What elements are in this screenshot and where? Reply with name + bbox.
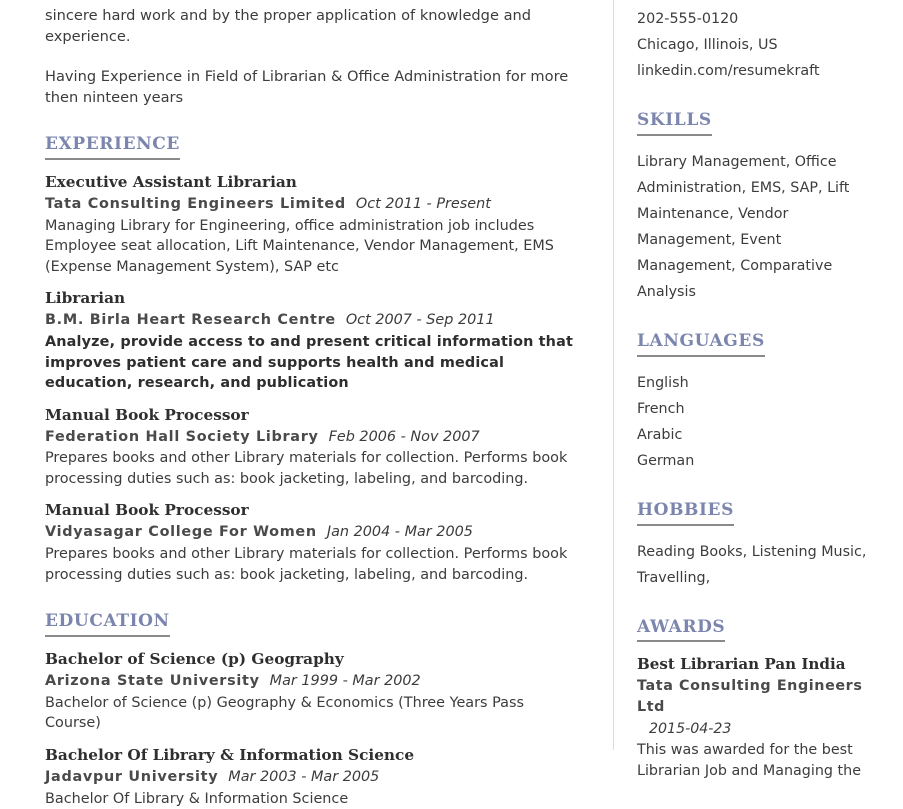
job-title: Manual Book Processor [45, 405, 249, 424]
awards-heading-wrap [637, 617, 879, 643]
hobbies-heading: HOBBIES [637, 502, 734, 526]
experience-entry [45, 501, 573, 585]
job-meta [45, 428, 573, 447]
job-title: Executive Assistant Librarian [45, 172, 297, 191]
language-item: English [637, 374, 689, 391]
award-entry [637, 655, 879, 782]
languages-heading: LANGUAGES [637, 333, 765, 357]
job-organization: B.M. Birla Heart Research Centre [45, 312, 336, 329]
job-meta [45, 195, 573, 214]
language-item: French [637, 400, 685, 417]
languages-heading-wrap [637, 331, 879, 357]
contact-phone: 202-555-0120 [637, 11, 739, 27]
job-organization: Federation Hall Society Library [45, 428, 319, 445]
skills-heading-wrap [637, 110, 879, 136]
education-description: Bachelor of Science (p) Geography & Economics (Three Years Pass Course) [45, 694, 524, 732]
job-dates: Feb 2006 - Nov 2007 [328, 428, 480, 445]
award-title: Best Librarian Pan India [637, 655, 846, 674]
school-name: Arizona State University [45, 673, 260, 690]
education-heading: EDUCATION [45, 613, 170, 637]
award-organization: Tata Consulting Engineers Ltd [637, 678, 863, 716]
job-title: Librarian [45, 289, 126, 308]
experience-heading-wrap [45, 134, 573, 160]
sidebar-column [614, 0, 903, 780]
degree-title: Bachelor of Science (p) Geography [45, 650, 344, 668]
job-dates: Oct 2007 - Sep 2011 [345, 312, 495, 329]
award-description: This was awarded for the best Librarian Job and Managing the [637, 742, 862, 780]
awards-heading: AWARDS [637, 619, 725, 643]
contact-location: Chicago, Illinois, US [637, 37, 778, 53]
job-dates: Oct 2011 - Present [355, 195, 491, 212]
hobbies-heading-wrap [637, 500, 879, 526]
school-name: Jadavpur University [45, 768, 219, 785]
education-description: Bachelor Of Library & Information Science [45, 790, 349, 807]
job-organization: Vidyasagar College For Women [45, 524, 317, 541]
language-item: German [637, 452, 695, 469]
language-item: Arabic [637, 426, 683, 443]
experience-heading: EXPERIENCE [45, 136, 180, 160]
job-description: Managing Library for Engineering, office administration job includes Employee seat allocation, Lift Maintenance, Vendor Management, EMS (Expense Management System), SAP etc [45, 217, 554, 275]
experience-entry [45, 406, 573, 490]
languages-list [637, 370, 879, 474]
job-meta [45, 523, 573, 542]
award-date: 2015-04-23 [649, 721, 732, 738]
summary-paragraph-2: Having Experience in Field of Librarian & Office Administration for more then ninteen years [45, 68, 569, 106]
education-entry [45, 746, 573, 809]
hobbies-text: Reading Books, Listening Music, Travelling, [637, 543, 867, 586]
skills-text: Library Management, Office Administration, EMS, SAP, Lift Maintenance, Vendor Management, Event Management, Comparative Analysis [637, 153, 850, 300]
experience-entry [45, 289, 573, 393]
education-entry [45, 650, 573, 734]
school-meta [45, 672, 573, 691]
job-organization: Tata Consulting Engineers Limited [45, 195, 346, 212]
contact-section [637, 6, 879, 84]
job-meta [45, 311, 573, 330]
summary-section [45, 6, 573, 108]
school-meta [45, 768, 573, 787]
job-title: Manual Book Processor [45, 501, 249, 520]
experience-entry [45, 173, 573, 277]
job-description: Prepares books and other Library materials for collection. Performs book processing duties such as: book jacketing, labeling, and barcoding. [45, 450, 568, 487]
school-dates: Mar 2003 - Mar 2005 [228, 768, 380, 785]
school-dates: Mar 1999 - Mar 2002 [269, 673, 421, 690]
summary-paragraph-1: sincere hard work and by the proper application of knowledge and experience. [45, 7, 532, 45]
job-dates: Jan 2004 - Mar 2005 [326, 524, 473, 541]
education-heading-wrap [45, 611, 573, 637]
degree-title: Bachelor Of Library & Information Science [45, 745, 415, 764]
contact-linkedin[interactable]: linkedin.com/resumekraft [637, 63, 820, 79]
job-description: Prepares books and other Library materials for collection. Performs book processing duties such as: book jacketing, labeling, and barcoding. [45, 546, 568, 583]
job-description: Analyze, provide access to and present critical information that improves patient care and supports health and medical education, research, and publication [45, 334, 573, 391]
skills-heading: SKILLS [637, 112, 712, 136]
